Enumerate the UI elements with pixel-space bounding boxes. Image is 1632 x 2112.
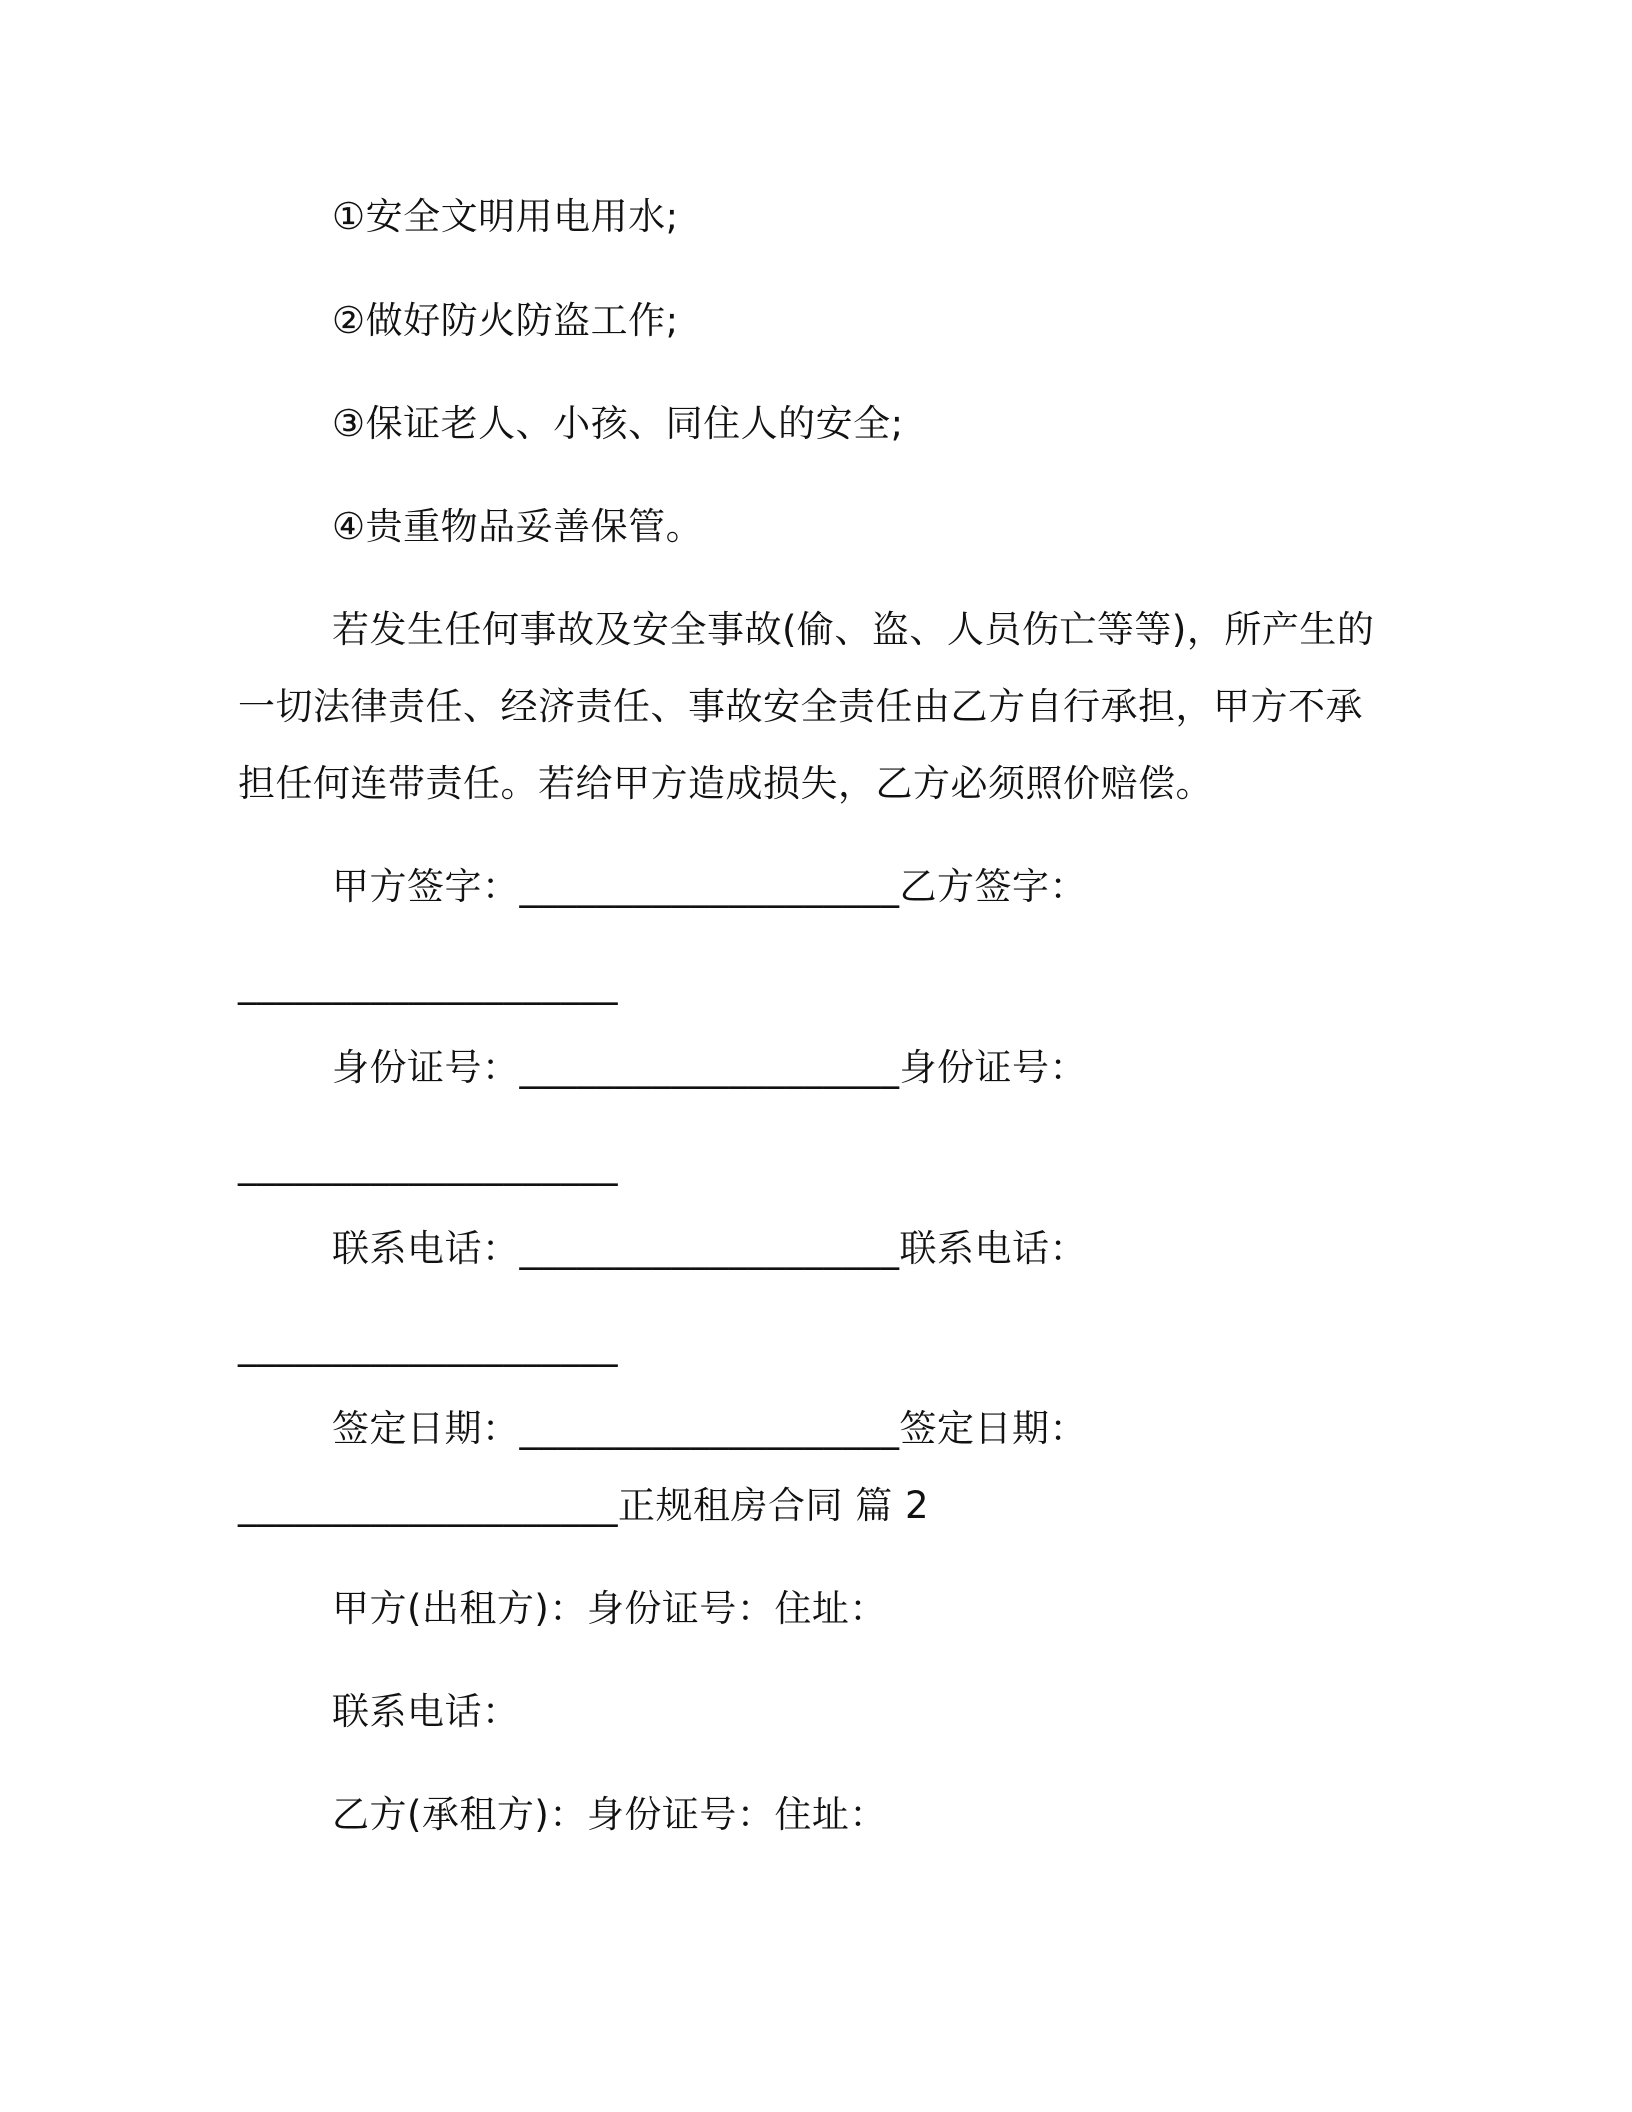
- sign-date-line: 签定日期：____________________签定日期：: [332, 1407, 1087, 1450]
- liability-paragraph-line-1: 若发生任何事故及安全事故(偷、盗、人员伤亡等等)，所产生的: [332, 608, 1375, 651]
- list-item-fire-theft: ②做好防火防盗工作;: [332, 299, 679, 342]
- liability-paragraph-line-2: 一切法律责任、经济责任、事故安全责任由乙方自行承担，甲方不承: [238, 685, 1363, 728]
- list-item-safety-electricity: ①安全文明用电用水;: [332, 195, 679, 238]
- phone-line: 联系电话：____________________联系电话：: [332, 1227, 1087, 1270]
- list-item-valuables: ④贵重物品妥善保管。: [332, 505, 704, 548]
- signature-line: 甲方签字：____________________乙方签字：: [332, 865, 1087, 908]
- party-a-info: 甲方(出租方)：身份证号：住址：: [332, 1587, 887, 1630]
- id-number-line-continued: ____________________: [238, 1143, 618, 1186]
- party-a-phone: 联系电话：: [332, 1690, 520, 1733]
- signature-line-continued: ____________________: [238, 962, 618, 1005]
- sign-date-continued-and-section-title: ____________________正规租房合同 篇 2: [238, 1484, 930, 1527]
- liability-paragraph-line-3: 担任何连带责任。若给甲方造成损失，乙方必须照价赔偿。: [238, 762, 1213, 805]
- phone-line-continued: ____________________: [238, 1324, 618, 1367]
- list-item-people-safety: ③保证老人、小孩、同住人的安全;: [332, 402, 904, 445]
- id-number-line: 身份证号：____________________身份证号：: [332, 1046, 1087, 1089]
- party-b-info: 乙方(承租方)：身份证号：住址：: [332, 1793, 887, 1836]
